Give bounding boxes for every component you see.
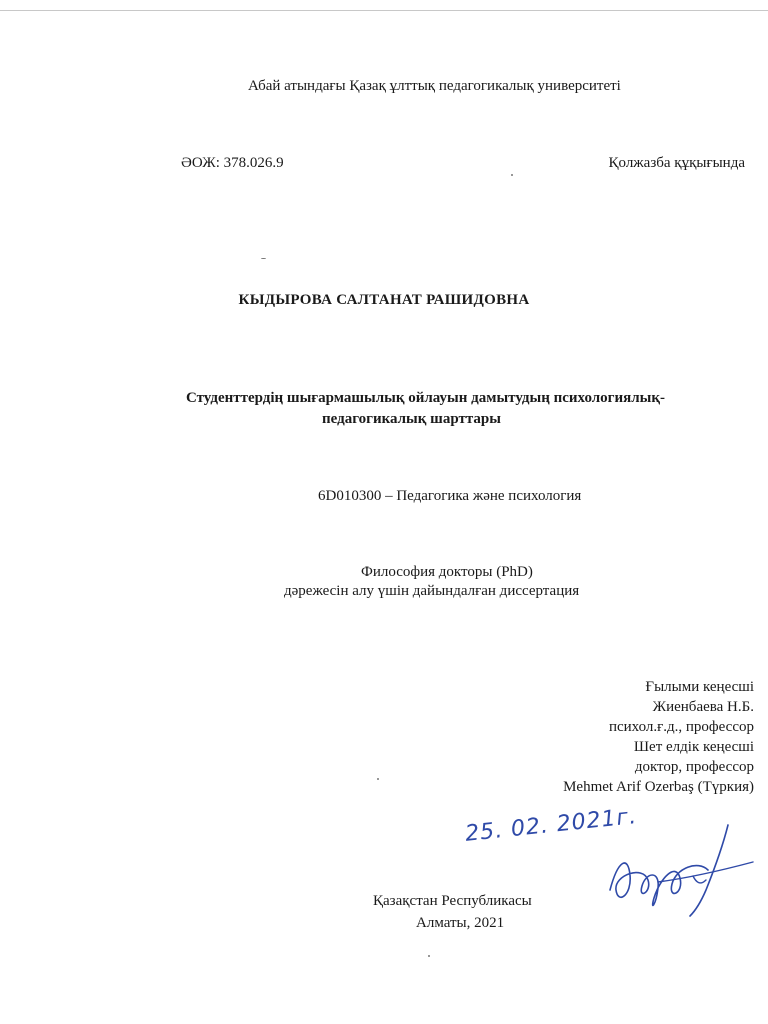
university-name: Абай атындағы Қазақ ұлттық педагогикалық университеті xyxy=(248,78,621,94)
scan-speck xyxy=(428,955,430,957)
author-name: КЫДЫРОВА САЛТАНАТ РАШИДОВНА xyxy=(238,292,530,308)
handwritten-date: 25. 02. 2021г. xyxy=(464,803,639,847)
advisors-block xyxy=(563,677,754,797)
scan-edge-line xyxy=(0,10,768,11)
signature-icon xyxy=(598,820,758,920)
scientific-advisor-name: Жиенбаева Н.Б. xyxy=(652,699,754,715)
scientific-advisor-label: Ғылыми кеңесші xyxy=(645,679,754,695)
city-year: Алматы, 2021 xyxy=(416,915,505,931)
dissertation-title-line-1: Студенттердің шығармашылық ойлауын дамытудың психологиялық- xyxy=(186,390,666,406)
foreign-advisor-label: Шет елдік кеңесші xyxy=(633,739,754,755)
foreign-advisor-degree: доктор, профессор xyxy=(634,759,754,775)
country-name: Қазақстан Республикасы xyxy=(373,893,532,909)
degree-line-2: дәрежесін алу үшін дайындалған диссертация xyxy=(284,583,580,599)
degree-line-1: Философия докторы (PhD) xyxy=(361,564,533,580)
udc-code: ӘОЖ: 378.026.9 xyxy=(181,155,284,171)
scan-speck xyxy=(511,174,513,176)
scan-speck xyxy=(377,778,379,780)
scientific-advisor-degree: психол.ғ.д., профессор xyxy=(608,719,754,735)
manuscript-rights-note: Қолжазба құқығында xyxy=(608,155,745,171)
scan-speck xyxy=(261,258,266,259)
dissertation-title-line-2: педагогикалық шарттары xyxy=(322,411,501,427)
foreign-advisor-name: Mehmet Arif Ozerbaş (Түркия) xyxy=(563,779,754,795)
specialty-code: 6D010300 – Педагогика және психология xyxy=(318,488,582,504)
